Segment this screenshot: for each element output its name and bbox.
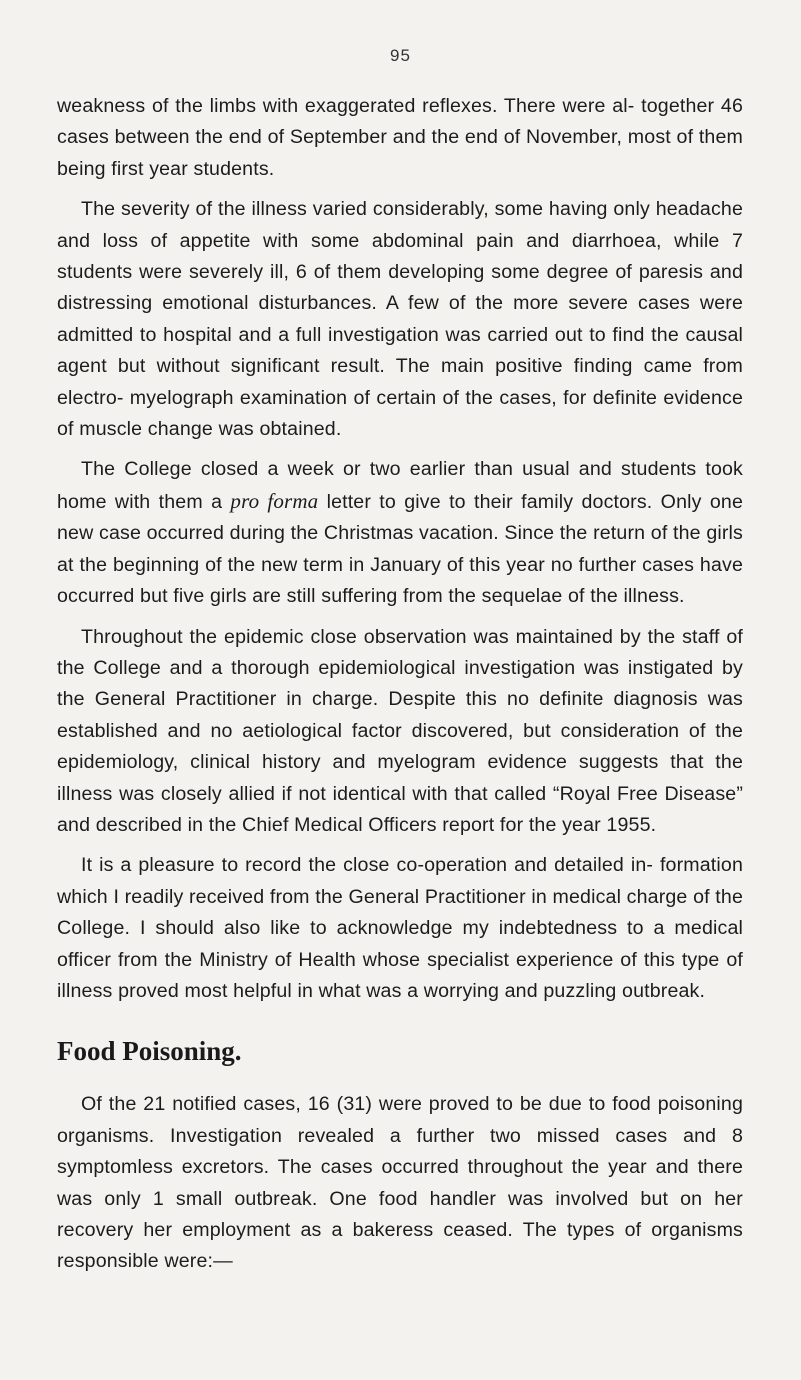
paragraph-food-poisoning: Of the 21 notified cases, 16 (31) were proved to be due to food poisoning organisms. Investigation revealed a further two missed cases and 8 symptomless excretors. The cases occurred throughout the year and there was only 1 small outbreak. One food handler was involved but on her recovery her employment as a bakeress ceased. The types of organisms responsible were:— (57, 1093, 743, 1273)
body-text (57, 91, 743, 1287)
paragraph-college-closed-start: The College closed a week or two earlier than usual and students took home with them a (57, 458, 743, 513)
paragraph-illness-severity: The severity of the illness varied considerably, some having only headache and loss of appetite with some abdominal pain and diarrhoea, while 7 students were severely ill, 6 of them developing some degree of paresis and distressing emotional disturbances. A few of the more severe cases were admitted to hospital and a full investigation was carried out to find the causal agent but without significant result. The main positive finding came from electro- myelograph examination of certain of the cases, for definite evidence of muscle change was obtained. (57, 198, 743, 441)
paragraph-weakness-continuation: weakness of the limbs with exaggerated reflexes. There were al- together 46 cases between the end of September and the end of November, most of them being first year students. (57, 95, 743, 180)
page-number: 95 (390, 46, 411, 65)
section-heading-food-poisoning: Food Poisoning. (57, 1036, 242, 1067)
paragraph-college-closed (57, 454, 743, 612)
paragraph-acknowledgement: It is a pleasure to record the close co-operation and detailed in- formation which I readily received from the General Practitioner in medical charge of the College. I should also like to acknowledge my indebtedness to a medical officer from the Ministry of Health whose specialist experience of this type of illness proved most helpful in what was a worrying and puzzling outbreak. (57, 854, 743, 1002)
paragraph-college-closed-end: letter to give to their family doctors. Only one new case occurred during the Christmas vacation. Since the return of the girls at the beginning of the new term in January of this year no further cases have occurred but five girls are still suffering from the sequelae of the illness. (57, 490, 743, 608)
paragraph-epidemic-observation: Throughout the epidemic close observation was maintained by the staff of the College and a thorough epidemiological investigation was instigated by the General Practitioner in charge. Despite this no definite diagnosis was established and no aetiological factor discovered, but consideration of the epidemiology, clinical history and myelogram evidence suggests that the illness was closely allied if not identical with that called “Royal Free Disease” and described in the Chief Medical Officers report for the year 1955. (57, 625, 743, 836)
pro-forma-italic: pro forma (230, 488, 319, 513)
